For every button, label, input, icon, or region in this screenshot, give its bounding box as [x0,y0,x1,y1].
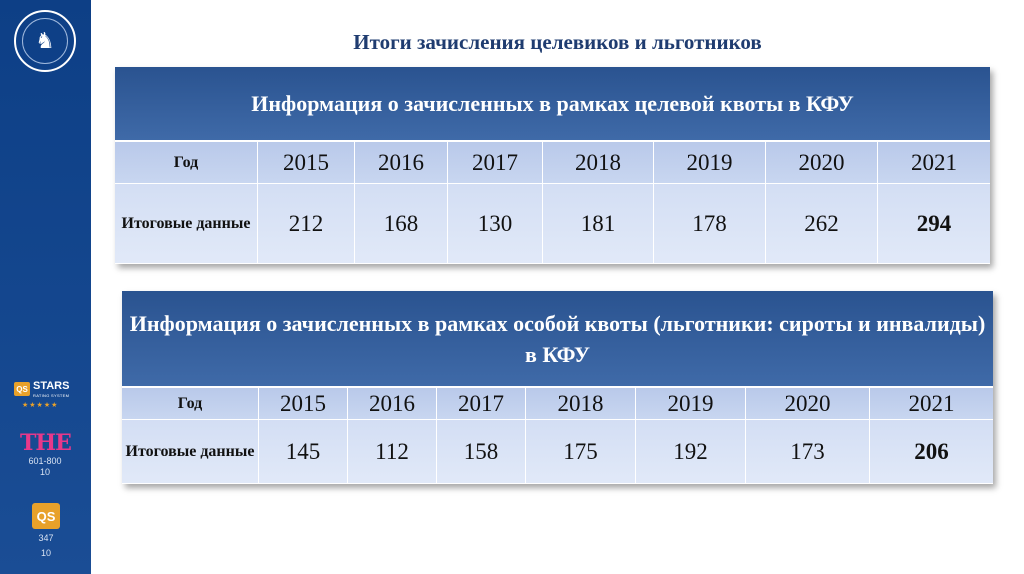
value-cell-highlight: 294 [878,184,990,264]
year-cell: 2017 [448,142,543,184]
value-label-cell: Итоговые данные [122,420,259,484]
special-quota-table [122,291,993,484]
the-logo: THE [20,430,71,456]
the-count: 10 [39,467,50,477]
value-cell: 181 [543,184,654,264]
year-label-cell: Год [115,142,258,184]
value-row [115,184,990,264]
value-label-cell: Итоговые данные [115,184,258,264]
year-cell: 2018 [543,142,654,184]
sidebar [0,0,91,574]
year-cell: 2016 [355,142,448,184]
value-cell: 262 [766,184,878,264]
university-seal-icon [14,10,76,72]
page-title: Итоги зачисления целевиков и льготников [353,30,762,54]
year-row [115,142,990,184]
target-quota-table [115,67,990,264]
year-label-cell: Год [122,388,259,420]
year-cell: 2021 [870,388,993,420]
value-cell: 192 [636,420,746,484]
the-ranking-badge [20,430,70,478]
year-cell: 2015 [259,388,348,420]
value-cell-highlight: 206 [870,420,993,484]
qs-count: 10 [40,548,51,558]
year-cell: 2021 [878,142,990,184]
year-cell: 2019 [654,142,766,184]
year-cell: 2015 [258,142,355,184]
year-cell: 2019 [636,388,746,420]
value-cell: 145 [259,420,348,484]
stars-rating: ★★★★★ [22,402,59,409]
stars-logo-box: QS [14,382,30,396]
table-header: Информация о зачисленных в рамках особой квоты (льготники: сироты и инвалиды) в КФУ [122,291,993,388]
value-row [122,420,993,484]
table-header: Информация о зачисленных в рамках целевой квоты в КФУ [115,67,990,142]
value-cell: 212 [258,184,355,264]
year-cell: 2020 [766,142,878,184]
stars-label: STARS [33,380,70,392]
the-rank: 601-800 [28,456,62,466]
value-cell: 112 [348,420,437,484]
value-cell: 173 [746,420,870,484]
year-cell: 2020 [746,388,870,420]
griffin-emblem-icon: ♞ [22,18,68,64]
qs-ranking-badge [24,503,68,559]
year-cell: 2017 [437,388,526,420]
stars-sublabel: RATING SYSTEM [33,393,70,398]
value-cell: 168 [355,184,448,264]
value-cell: 178 [654,184,766,264]
year-row [122,388,993,420]
value-cell: 158 [437,420,526,484]
value-cell: 175 [526,420,636,484]
value-cell: 130 [448,184,543,264]
year-cell: 2016 [348,388,437,420]
qs-rank: 347 [38,533,54,543]
stars-rating-badge [14,380,76,414]
qs-logo: QS [32,503,60,529]
year-cell: 2018 [526,388,636,420]
